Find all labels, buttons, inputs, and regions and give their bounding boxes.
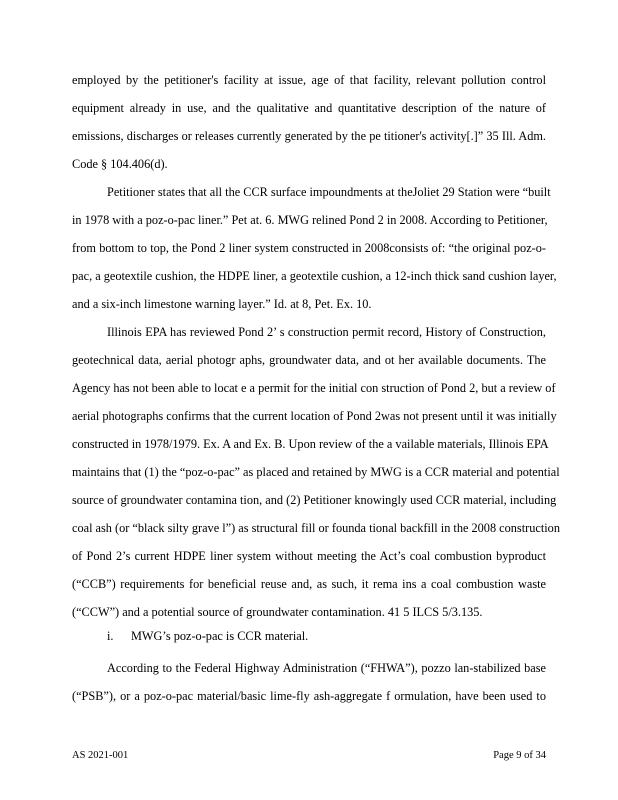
body-text-line: Code § 104.406(d).	[72, 157, 168, 171]
section-heading-number: i.	[107, 629, 114, 643]
body-text-line: source of groundwater contamina tion, and (2) Petitioner knowingly used CCR material, including	[72, 493, 557, 507]
body-text-line: and a six-inch limestone warning layer.” Id. at 8, Pet. Ex. 10.	[72, 297, 372, 311]
section-heading	[107, 629, 308, 644]
body-text-line: coal ash (or “black silty grave l”) as structural fill or founda tional backfill in the 2008 construction	[72, 521, 560, 535]
body-text-line: (“CCB”) requirements for beneficial reuse and, as such, it rema ins a coal combustion waste	[72, 577, 546, 591]
body-text-line: Illinois EPA has reviewed Pond 2’ s construction permit record, History of Construction,	[107, 325, 546, 339]
body-text-line: Agency has not been able to locat e a permit for the initial con struction of Pond 2, but a review of	[72, 381, 556, 395]
section-heading-text: MWG’s poz-o-pac is CCR material.	[131, 629, 309, 643]
body-text-line: from bottom to top, the Pond 2 liner system constructed in 2008consists of: “the original poz-o-	[72, 241, 546, 255]
body-text-line: employed by the petitioner's facility at issue, age of that facility, relevant pollution control	[72, 73, 546, 87]
body-text-line: Petitioner states that all the CCR surface impoundments at theJoliet 29 Station were “built	[107, 185, 551, 199]
body-text-line: maintains that (1) the “poz-o-pac” as placed and retained by MWG is a CCR material and potential	[72, 465, 560, 479]
body-text-line: According to the Federal Highway Administration (“FHWA”), pozzo lan-stabilized base	[107, 661, 546, 675]
body-text-line: pac, a geotextile cushion, the HDPE liner, a geotextile cushion, a 12-inch thick sand cushion layer,	[72, 269, 557, 283]
body-text-line: in 1978 with a poz-o-pac liner.” Pet at. 6. MWG relined Pond 2 in 2008. According to Petitioner,	[72, 213, 548, 227]
footer-docket-number: AS 2021-001	[72, 750, 129, 761]
body-text-line: of Pond 2’s current HDPE liner system without meeting the Act’s coal combustion byproduct	[72, 549, 546, 563]
body-text-line: aerial photographs confirms that the current location of Pond 2was not present until it was initially	[72, 409, 557, 423]
body-text-line: emissions, discharges or releases currently generated by the pe titioner's activity[.]” 35 Ill. Adm.	[72, 129, 546, 143]
body-text-line: (“CCW”) and a potential source of groundwater contamination. 41 5 ILCS 5/3.135.	[72, 605, 483, 619]
body-text-line: equipment already in use, and the qualitative and quantitative description of the nature of	[72, 101, 546, 115]
body-text-line: (“PSB”), or a poz-o-pac material/basic lime-fly ash-aggregate f ormulation, have been used to	[72, 689, 546, 703]
footer-page-number: Page 9 of 34	[493, 750, 546, 761]
body-text-line: geotechnical data, aerial photogr aphs, groundwater data, and ot her available documents. The	[72, 353, 546, 367]
body-text-line: constructed in 1978/1979. Ex. A and Ex. B. Upon review of the a vailable materials, Illinois EPA	[72, 437, 549, 451]
